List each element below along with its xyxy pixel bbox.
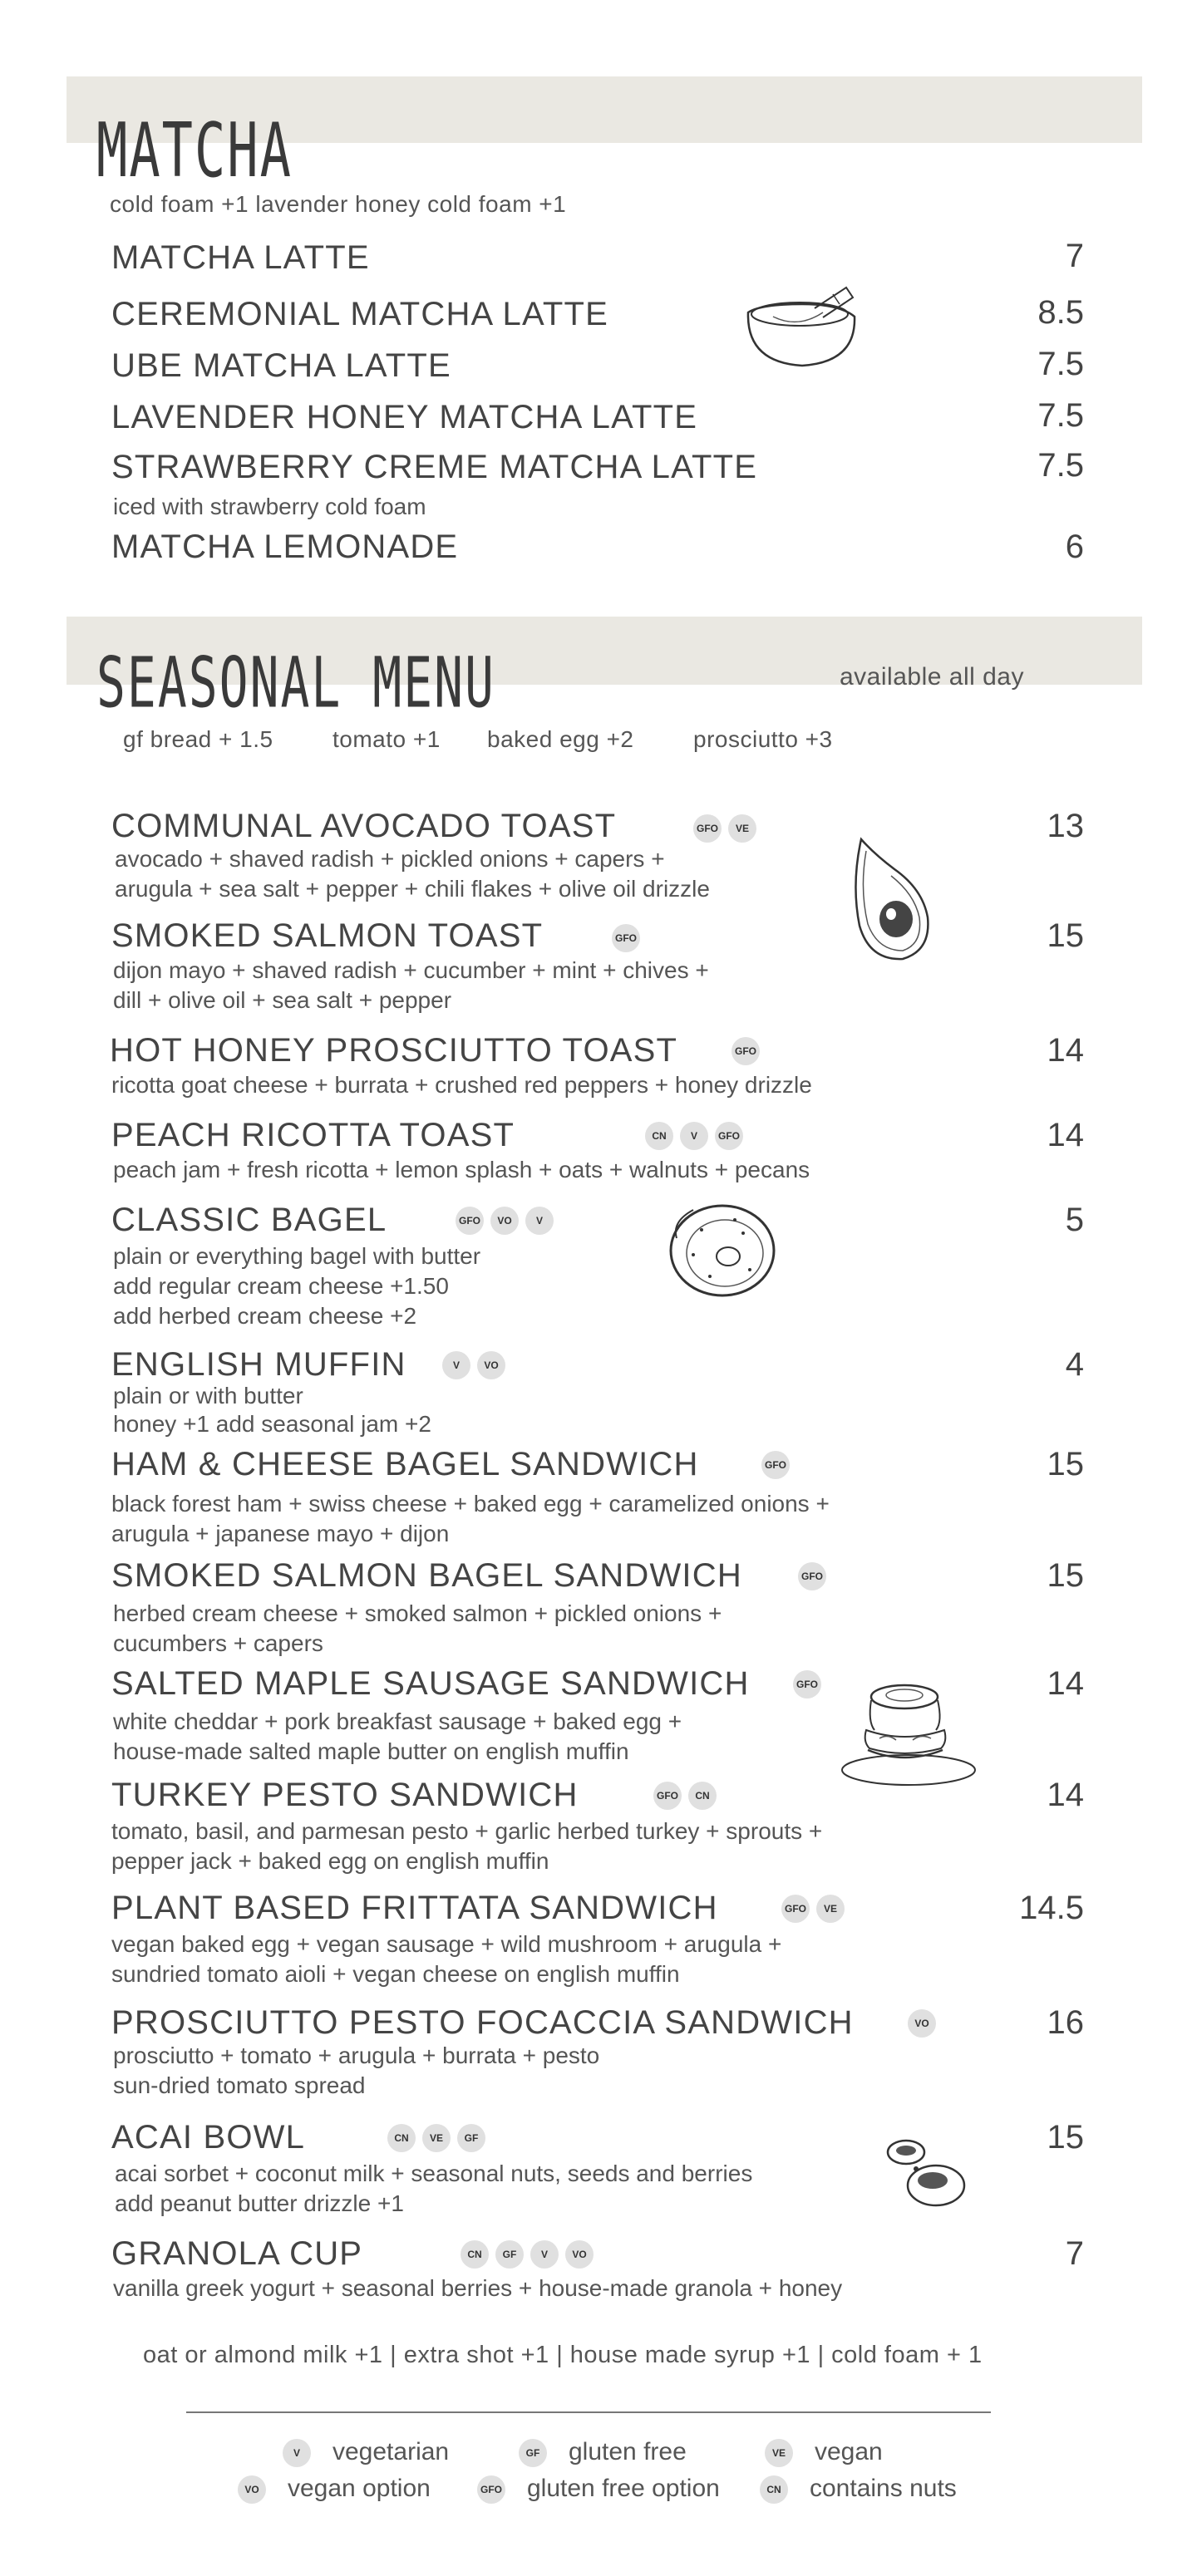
menu-item-price: 8.5 — [1037, 294, 1084, 331]
avocado-illustration — [845, 834, 936, 967]
menu-item-description: add peanut butter drizzle +1 — [115, 2190, 404, 2216]
legend-label: gluten free option — [527, 2475, 720, 2502]
legend-badge: GFO — [477, 2475, 505, 2504]
seasonal-section-title: SEASONAL MENU — [96, 642, 495, 724]
menu-item-description: arugula + sea salt + pepper + chili flakes + olive oil drizzle — [115, 876, 710, 902]
menu-item-description: black forest ham + swiss cheese + baked egg + caramelized onions + — [111, 1491, 830, 1517]
footer-divider — [186, 2411, 991, 2413]
dietary-badge: GFO — [653, 1782, 682, 1810]
menu-item-price: 15 — [1047, 917, 1084, 954]
menu-item-description: cucumbers + capers — [113, 1630, 323, 1656]
sandwich-illustration — [838, 1672, 979, 1788]
menu-item-name: PLANT BASED FRITTATA SANDWICH — [111, 1890, 718, 1926]
dietary-badges — [781, 1895, 851, 1923]
menu-item-name: SMOKED SALMON BAGEL SANDWICH — [111, 1557, 742, 1594]
dietary-badges — [693, 814, 763, 843]
addon-gf-bread: gf bread + 1.5 — [123, 726, 273, 752]
dietary-badges — [798, 1562, 833, 1590]
legend-label: contains nuts — [810, 2475, 957, 2502]
menu-item-description: honey +1 add seasonal jam +2 — [113, 1411, 431, 1437]
menu-item-description: ricotta goat cheese + burrata + crushed red peppers + honey drizzle — [111, 1072, 812, 1098]
menu-item-price: 15 — [1047, 1446, 1084, 1482]
menu-item-description: herbed cream cheese + smoked salmon + pickled onions + — [113, 1600, 722, 1626]
dietary-badge: GFO — [732, 1037, 760, 1065]
menu-item-name: HAM & CHEESE BAGEL SANDWICH — [111, 1446, 699, 1482]
menu-item-name: SALTED MAPLE SAUSAGE SANDWICH — [111, 1665, 750, 1702]
dietary-badge: GFO — [798, 1562, 826, 1590]
matcha-bowl-illustration — [740, 279, 864, 371]
menu-item-price: 7.5 — [1037, 346, 1084, 382]
legend-badge: VE — [765, 2439, 793, 2467]
dietary-badge: CN — [387, 2124, 416, 2152]
menu-item-description: tomato, basil, and parmesan pesto + garlic herbed turkey + sprouts + — [111, 1818, 823, 1844]
addon-tomato: tomato +1 — [332, 726, 441, 752]
menu-item-price: 15 — [1047, 1557, 1084, 1594]
menu-item-name: HOT HONEY PROSCIUTTO TOAST — [110, 1032, 678, 1069]
menu-item-name: TURKEY PESTO SANDWICH — [111, 1777, 579, 1813]
menu-item-price: 7.5 — [1037, 397, 1084, 434]
legend-gluten-free-option — [477, 2475, 720, 2504]
legend-label: vegetarian — [332, 2438, 450, 2465]
dietary-badge: CN — [688, 1782, 717, 1810]
dietary-badges — [612, 924, 647, 952]
menu-item-price: 6 — [1065, 528, 1084, 565]
dietary-badge: VE — [728, 814, 756, 843]
legend-label: vegan option — [288, 2475, 431, 2502]
dietary-badge: V — [680, 1122, 708, 1150]
menu-item-name: PEACH RICOTTA TOAST — [111, 1117, 515, 1153]
matcha-addons: cold foam +1 lavender honey cold foam +1 — [110, 191, 567, 217]
dietary-badges — [761, 1451, 796, 1479]
menu-item-price: 15 — [1047, 2119, 1084, 2156]
dietary-badge: GFO — [793, 1670, 821, 1698]
menu-item-description: peach jam + fresh ricotta + lemon splash + oats + walnuts + pecans — [113, 1157, 810, 1182]
dietary-badges — [653, 1782, 723, 1810]
menu-item-price: 5 — [1065, 1202, 1084, 1238]
menu-item-name: ACAI BOWL — [111, 2119, 306, 2156]
legend-badge: V — [283, 2439, 311, 2467]
menu-item-name: SMOKED SALMON TOAST — [111, 917, 544, 954]
dietary-badge: GFO — [612, 924, 640, 952]
menu-item-description: sun-dried tomato spread — [113, 2072, 366, 2098]
dietary-badges — [456, 1207, 560, 1235]
legend-badge: GF — [519, 2439, 547, 2467]
menu-item-price: 7 — [1065, 2235, 1084, 2272]
legend-badge: CN — [760, 2475, 788, 2504]
menu-item-price: 16 — [1047, 2004, 1084, 2041]
addon-prosciutto: prosciutto +3 — [693, 726, 833, 752]
dietary-badge: VO — [477, 1351, 505, 1379]
menu-item-price: 14 — [1047, 1777, 1084, 1813]
menu-item-price: 7.5 — [1037, 447, 1084, 484]
menu-item-name: MATCHA LATTE — [111, 239, 370, 276]
menu-item-price: 14.5 — [1019, 1890, 1084, 1926]
menu-item-description: add regular cream cheese +1.50 — [113, 1273, 449, 1299]
menu-item-name: UBE MATCHA LATTE — [111, 347, 451, 384]
menu-item-description: vanilla greek yogurt + seasonal berries + house-made granola + honey — [113, 2275, 843, 2301]
legend-label: gluten free — [569, 2438, 687, 2465]
legend-label: vegan — [815, 2438, 883, 2465]
menu-item-description: white cheddar + pork breakfast sausage + baked egg + — [113, 1708, 682, 1734]
legend-vegetarian — [283, 2438, 449, 2467]
menu-item-price: 4 — [1065, 1346, 1084, 1383]
menu-item-description: sundried tomato aioli + vegan cheese on english muffin — [111, 1961, 680, 1987]
matcha-section-title: MATCHA — [96, 106, 293, 194]
menu-item-description: add herbed cream cheese +2 — [113, 1303, 417, 1329]
dietary-badge: VO — [565, 2240, 594, 2269]
dietary-badges — [732, 1037, 766, 1065]
dietary-badge: GFO — [693, 814, 722, 843]
legend-vegan-option — [238, 2475, 431, 2504]
menu-item-description: dill + olive oil + sea salt + pepper — [113, 987, 452, 1013]
menu-item-name: LAVENDER HONEY MATCHA LATTE — [111, 399, 698, 435]
menu-item-price: 13 — [1047, 808, 1084, 844]
menu-item-name: COMMUNAL AVOCADO TOAST — [111, 808, 617, 844]
dietary-badge: GFO — [761, 1451, 790, 1479]
menu-item-description: arugula + japanese mayo + dijon — [111, 1521, 450, 1546]
dietary-badge: V — [442, 1351, 470, 1379]
dietary-badge: CN — [461, 2240, 489, 2269]
availability-note: available all day — [840, 663, 1024, 691]
menu-item-name: CEREMONIAL MATCHA LATTE — [111, 296, 609, 332]
dietary-badges — [645, 1122, 750, 1150]
dietary-badges — [461, 2240, 600, 2269]
dietary-badge: GF — [495, 2240, 524, 2269]
dietary-badge: CN — [645, 1122, 673, 1150]
dietary-badge: VE — [422, 2124, 451, 2152]
dietary-badge: V — [525, 1207, 554, 1235]
dietary-badges — [793, 1670, 828, 1698]
menu-item-description: dijon mayo + shaved radish + cucumber + mint + chives + — [113, 957, 709, 983]
dietary-badge: GF — [457, 2124, 485, 2152]
menu-item-price: 14 — [1047, 1032, 1084, 1069]
menu-item-description: acai sorbet + coconut milk + seasonal nuts, seeds and berries — [115, 2161, 753, 2186]
menu-item-description: plain or with butter — [113, 1383, 303, 1408]
dietary-badge: VO — [908, 2009, 936, 2038]
menu-item-description: vegan baked egg + vegan sausage + wild mushroom + arugula + — [111, 1931, 782, 1957]
dietary-badge: GFO — [715, 1122, 743, 1150]
legend-badge: VO — [238, 2475, 266, 2504]
menu-item-price: 7 — [1065, 238, 1084, 274]
menu-item-description: pepper jack + baked egg on english muffin — [111, 1848, 549, 1874]
menu-item-name: MATCHA LEMONADE — [111, 528, 459, 565]
dietary-badges — [387, 2124, 492, 2152]
dietary-badge: GFO — [781, 1895, 810, 1923]
legend-contains-nuts — [760, 2475, 957, 2504]
menu-item-name: CLASSIC BAGEL — [111, 1202, 387, 1238]
acai-bowl-illustration — [881, 2132, 973, 2215]
menu-item-name: ENGLISH MUFFIN — [111, 1346, 406, 1383]
menu-item-price: 14 — [1047, 1117, 1084, 1153]
dietary-badges — [908, 2009, 943, 2038]
menu-item-description: plain or everything bagel with butter — [113, 1243, 481, 1269]
legend-gluten-free — [519, 2438, 687, 2467]
dietary-badge: VO — [490, 1207, 519, 1235]
menu-item-name: PROSCIUTTO PESTO FOCACCIA SANDWICH — [111, 2004, 854, 2041]
menu-item-name: STRAWBERRY CREME MATCHA LATTE — [111, 449, 758, 485]
menu-item-description: house-made salted maple butter on english muffin — [113, 1738, 629, 1764]
dietary-badge: VE — [816, 1895, 845, 1923]
legend-vegan — [765, 2438, 883, 2467]
menu-item-name: GRANOLA CUP — [111, 2235, 363, 2272]
drink-addons: oat or almond milk +1 | extra shot +1 | house made syrup +1 | cold foam + 1 — [143, 2342, 983, 2368]
dietary-badge: V — [530, 2240, 559, 2269]
menu-item-description: prosciutto + tomato + arugula + burrata + pesto — [113, 2043, 600, 2068]
menu-item-price: 14 — [1047, 1665, 1084, 1702]
dietary-badges — [442, 1351, 512, 1379]
dietary-badge: GFO — [456, 1207, 484, 1235]
addon-baked-egg: baked egg +2 — [487, 726, 634, 752]
menu-item-description: iced with strawberry cold foam — [113, 494, 426, 519]
bagel-illustration — [660, 1197, 785, 1305]
menu-item-description: avocado + shaved radish + pickled onions + capers + — [115, 846, 665, 872]
